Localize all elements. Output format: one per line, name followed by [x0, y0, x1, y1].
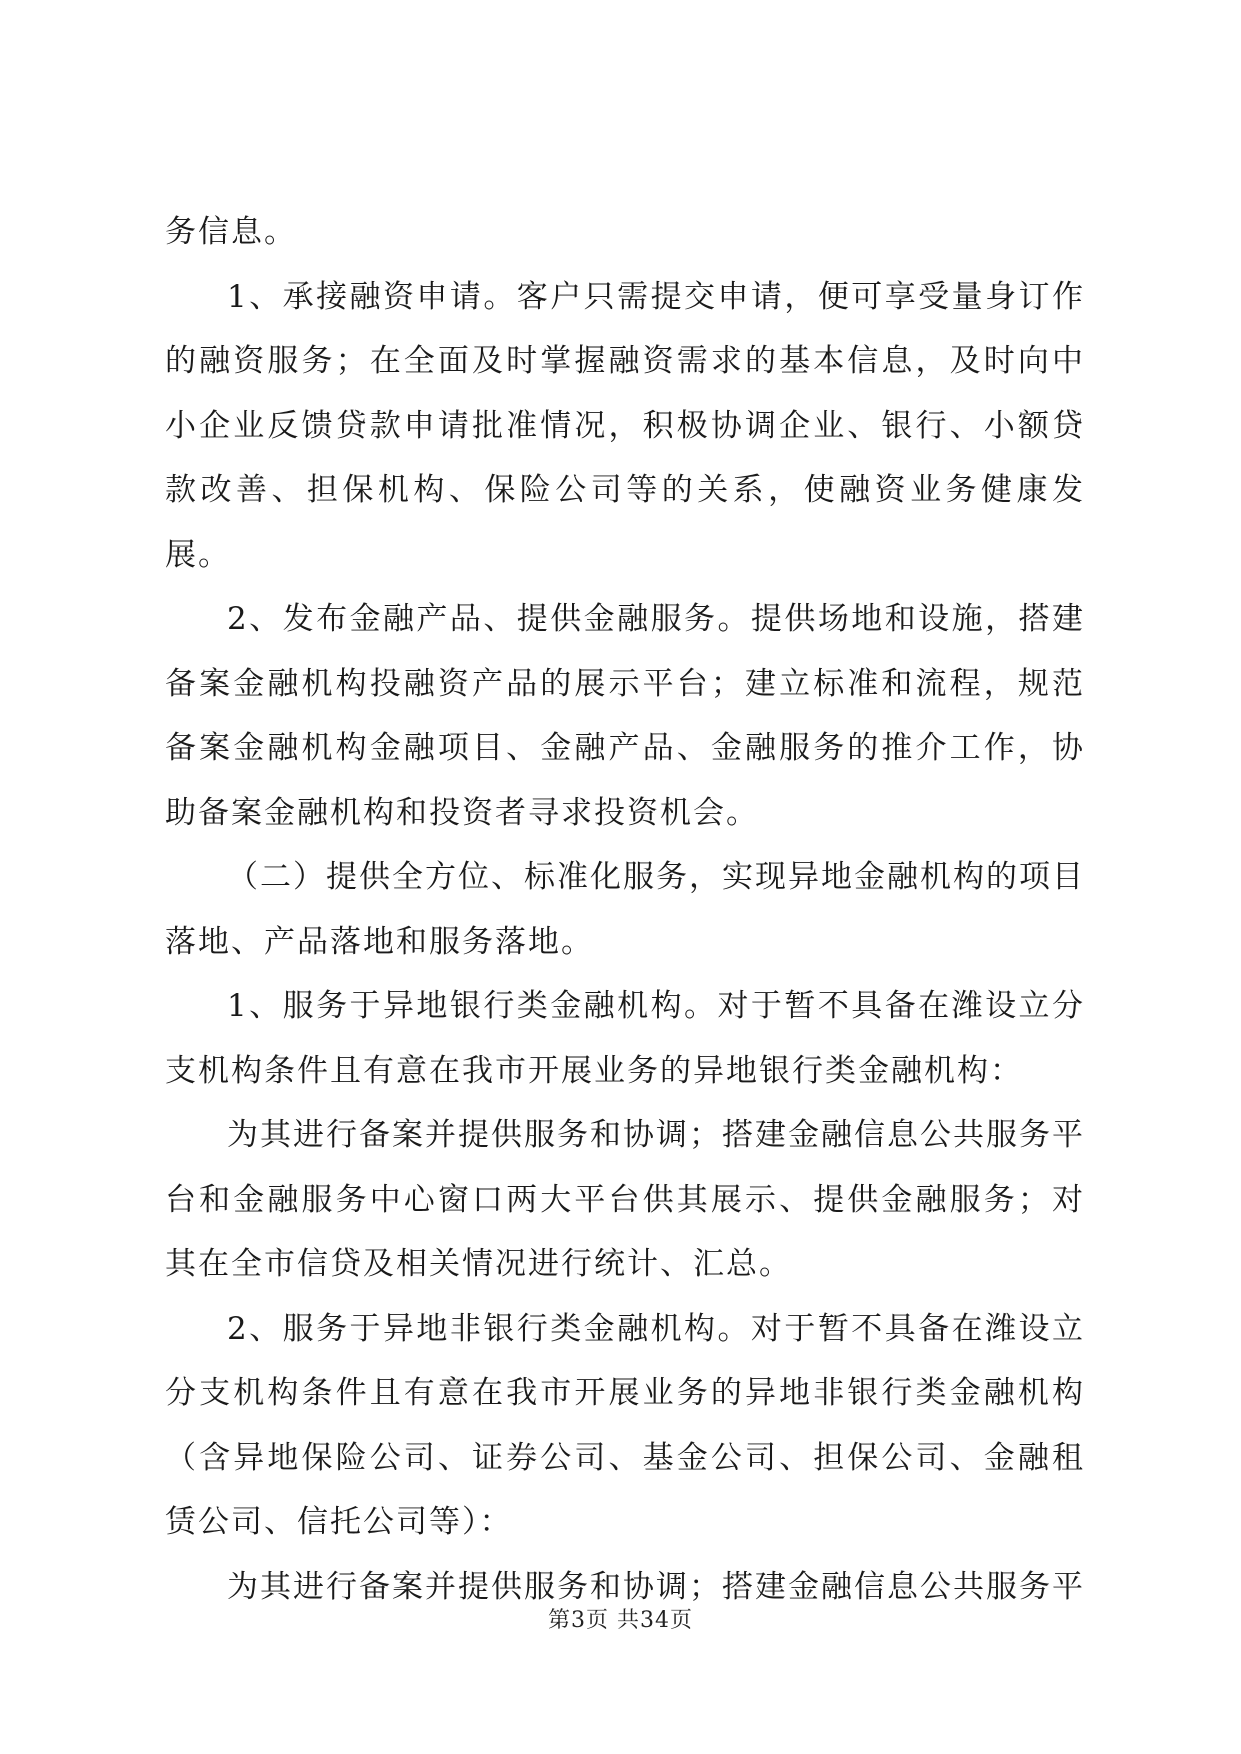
paragraph: 务信息。 — [165, 214, 297, 250]
paragraph: 为其进行备案并提供服务和协调；搭建金融信息公共服务平台和金融服务中心窗口两大平台供其展示、提供金融服务；对其在全市信贷及相关情况进行统计、汇总。 — [165, 1117, 1085, 1282]
page-number-footer: 第3页 共34页 — [548, 1608, 693, 1633]
document-body — [165, 200, 1085, 1619]
paragraph: 1、服务于异地银行类金融机构。对于暂不具备在潍设立分支机构条件且有意在我市开展业务的异地银行类金融机构： — [165, 988, 1085, 1089]
paragraph: 2、服务于异地非银行类金融机构。对于暂不具备在潍设立分支机构条件且有意在我市开展业务的异地非银行类金融机构（含异地保险公司、证券公司、基金公司、担保公司、金融租赁公司、信托公司等）： — [165, 1310, 1085, 1540]
paragraph: 为其进行备案并提供服务和协调；搭建金融信息公共服务平 — [227, 1568, 1085, 1605]
paragraph: （二）提供全方位、标准化服务，实现异地金融机构的项目落地、产品落地和服务落地。 — [165, 859, 1085, 960]
paragraph: 1、承接融资申请。客户只需提交申请，便可享受量身订作的融资服务；在全面及时掌握融资需求的基本信息，及时向中小企业反馈贷款申请批准情况，积极协调企业、银行、小额贷款改善、担保机构、保险公司等的关系，使融资业务健康发展。 — [165, 278, 1085, 573]
paragraph: 2、发布金融产品、提供金融服务。提供场地和设施，搭建备案金融机构投融资产品的展示平台；建立标准和流程，规范备案金融机构金融项目、金融产品、金融服务的推介工作，协助备案金融机构和投资者寻求投资机会。 — [165, 601, 1085, 831]
